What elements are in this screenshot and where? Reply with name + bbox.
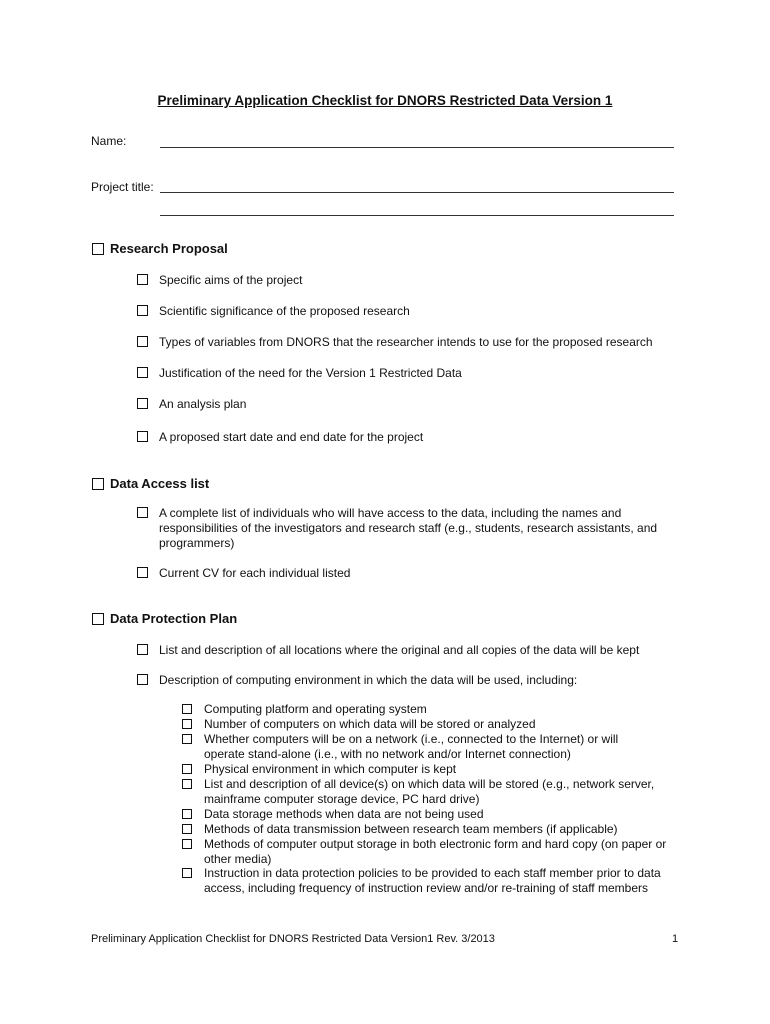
research-proposal-checkbox[interactable] [92, 243, 104, 255]
data-protection-plan-checkbox[interactable] [92, 613, 104, 625]
document-title: Preliminary Application Checklist for DNORS Restricted Data Version 1 [157, 93, 613, 108]
page-number: 1 [672, 933, 679, 945]
checkbox-current-cv[interactable] [137, 567, 148, 578]
name-field-line[interactable] [160, 147, 674, 148]
project-title-label: Project title: [91, 180, 154, 194]
checkbox-output-storage[interactable] [182, 839, 192, 849]
subitem-storage-devices: List and description of all device(s) on which data will be stored (e.g., network server, mainframe computer storage device, PC hard drive) [204, 777, 655, 806]
subitem-output-storage: Methods of computer output storage in both electronic form and hard copy (on paper or other media) [204, 837, 667, 866]
section-heading-data-protection-plan: Data Protection Plan [110, 611, 238, 626]
subitem-storage-methods: Data storage methods when data are not being used [204, 807, 484, 821]
subitem-physical-environment: Physical environment in which computer is kept [204, 762, 457, 776]
checkbox-data-transmission[interactable] [182, 824, 192, 834]
subitem-number-of-computers: Number of computers on which data will be stored or analyzed [204, 717, 536, 731]
item-types-of-variables: Types of variables from DNORS that the researcher intends to use for the proposed research [159, 335, 653, 349]
item-computing-environment: Description of computing environment in which the data will be used, including: [159, 673, 578, 687]
subitem-network: Whether computers will be on a network (i.e., connected to the Internet) or will operate stand-alone (i.e., with no network and/or Internet connection) [204, 732, 619, 761]
subitem-computing-platform: Computing platform and operating system [204, 702, 427, 716]
checkbox-network[interactable] [182, 734, 192, 744]
project-title-field-line-2[interactable] [160, 215, 674, 216]
subitem-instruction: Instruction in data protection policies to be provided to each staff member prior to data access, including frequency of instruction review and/or re-training of staff members [204, 866, 661, 895]
checkbox-justification[interactable] [137, 367, 148, 378]
item-start-end-date: A proposed start date and end date for the project [159, 430, 424, 444]
checkbox-scientific-significance[interactable] [137, 305, 148, 316]
data-access-list-checkbox[interactable] [92, 478, 104, 490]
section-heading-research-proposal: Research Proposal [110, 241, 228, 256]
item-current-cv: Current CV for each individual listed [159, 566, 351, 580]
checkbox-types-of-variables[interactable] [137, 336, 148, 347]
checkbox-analysis-plan[interactable] [137, 398, 148, 409]
item-locations: List and description of all locations where the original and all copies of the data will be kept [159, 643, 640, 657]
project-title-field-line-1[interactable] [160, 192, 674, 193]
subitem-data-transmission: Methods of data transmission between research team members (if applicable) [204, 822, 618, 836]
checkbox-storage-devices[interactable] [182, 779, 192, 789]
page-footer: Preliminary Application Checklist for DNORS Restricted Data Version1 Rev. 3/2013 [91, 933, 495, 945]
item-analysis-plan: An analysis plan [159, 397, 247, 411]
checkbox-number-of-computers[interactable] [182, 719, 192, 729]
checkbox-storage-methods[interactable] [182, 809, 192, 819]
checkbox-computing-platform[interactable] [182, 704, 192, 714]
checkbox-instruction[interactable] [182, 868, 192, 878]
item-specific-aims: Specific aims of the project [159, 273, 303, 287]
item-complete-list: A complete list of individuals who will have access to the data, including the names and responsibilities of the investigators and research staff (e.g., students, research assistants, and programmers) [159, 506, 658, 550]
name-label: Name: [91, 134, 127, 148]
section-heading-data-access-list: Data Access list [110, 476, 210, 491]
item-scientific-significance: Scientific significance of the proposed research [159, 304, 410, 318]
checkbox-specific-aims[interactable] [137, 274, 148, 285]
checkbox-locations[interactable] [137, 644, 148, 655]
checkbox-start-end-date[interactable] [137, 431, 148, 442]
checkbox-physical-environment[interactable] [182, 764, 192, 774]
item-justification: Justification of the need for the Version 1 Restricted Data [159, 366, 462, 380]
checkbox-complete-list[interactable] [137, 507, 148, 518]
checkbox-computing-environment[interactable] [137, 674, 148, 685]
